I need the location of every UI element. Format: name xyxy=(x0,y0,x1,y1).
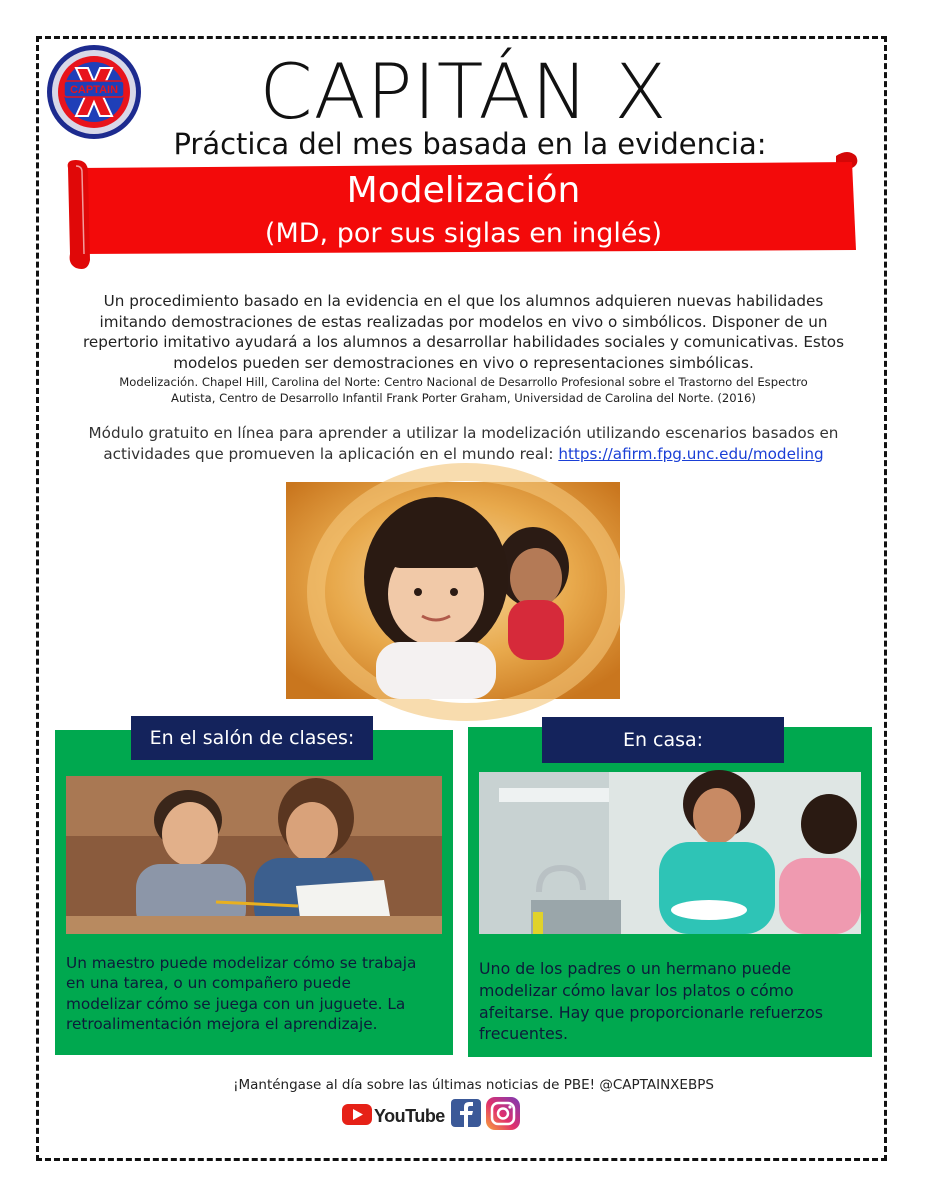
home-text-line: Uno de los padres o un hermano puede xyxy=(479,959,792,978)
module-line: Módulo gratuito en línea para aprender a utilizar la modelización utilizando escenarios basados en xyxy=(88,424,839,442)
module-line xyxy=(50,444,877,465)
description-line: Un procedimiento basado en la evidencia en el que los alumnos adquieren nuevas habilidades xyxy=(103,292,824,310)
footer-text: ¡Manténgase al día sobre las últimas noticias de PBE! @CAPTAINXEBPS xyxy=(233,1077,714,1093)
page-subtitle: Práctica del mes basada en la evidencia: xyxy=(173,127,767,161)
youtube-label: YouTube xyxy=(374,1106,445,1126)
module-info xyxy=(50,423,877,464)
description-line: modelos pueden ser demostraciones en vivo o representaciones simbólicas. xyxy=(173,353,754,372)
practice-description xyxy=(56,291,871,373)
teacher-student-photo xyxy=(66,776,442,934)
description-line: repertorio imitativo ayudará a los alumnos a desarrollar habilidades sociales y comunicativas. Estos xyxy=(82,333,845,351)
classroom-text-line: retroalimentación mejora el aprendizaje. xyxy=(66,1015,378,1034)
instagram-icon[interactable] xyxy=(485,1096,523,1132)
logo-text: CAPTAIN xyxy=(69,84,119,96)
citation-line: Autista, Centro de Desarrollo Infantil Frank Porter Graham, Universidad de Carolina del Norte. (2016) xyxy=(171,391,756,405)
home-text-line: afeitarse. Hay que proporcionarle refuerzos xyxy=(479,1002,823,1022)
citation-line: Modelización. Chapel Hill, Carolina del Norte: Centro Nacional de Desarrollo Profesional sobre el Trastorno del Espectro xyxy=(119,375,808,389)
classroom-label: En el salón de clases: xyxy=(131,716,373,760)
classroom-text-line: en una tarea, o un compañero puede xyxy=(66,974,351,993)
module-line-prefix: actividades que promueven la aplicación en el mundo real: xyxy=(103,444,559,463)
facebook-icon[interactable] xyxy=(450,1096,484,1130)
home-label: En casa: xyxy=(542,717,784,763)
classroom-text xyxy=(66,953,446,1035)
home-text-line: frecuentes. xyxy=(479,1024,569,1044)
classroom-text-line: Un maestro puede modelizar cómo se trabaja xyxy=(66,954,417,972)
citation xyxy=(56,374,871,406)
description-line: imitando demostraciones de estas realizadas por modelos en vivo o simbólicos. Disponer de un xyxy=(99,312,828,331)
afirm-module-link[interactable]: https://afirm.fpg.unc.edu/modeling xyxy=(558,444,824,463)
mother-daughter-photo xyxy=(479,772,861,934)
classroom-text-line: modelizar cómo se juega con un juguete. La xyxy=(66,994,406,1013)
youtube-icon[interactable] xyxy=(340,1096,445,1132)
page-title: CAPITÁN X xyxy=(259,47,668,136)
children-tube-photo xyxy=(286,482,620,699)
home-text xyxy=(479,958,867,1045)
home-text-line: modelizar cómo lavar los platos o cómo xyxy=(479,980,794,1000)
practice-abbreviation: (MD, por sus siglas en inglés) xyxy=(264,218,663,249)
practice-name: Modelización xyxy=(346,170,581,211)
